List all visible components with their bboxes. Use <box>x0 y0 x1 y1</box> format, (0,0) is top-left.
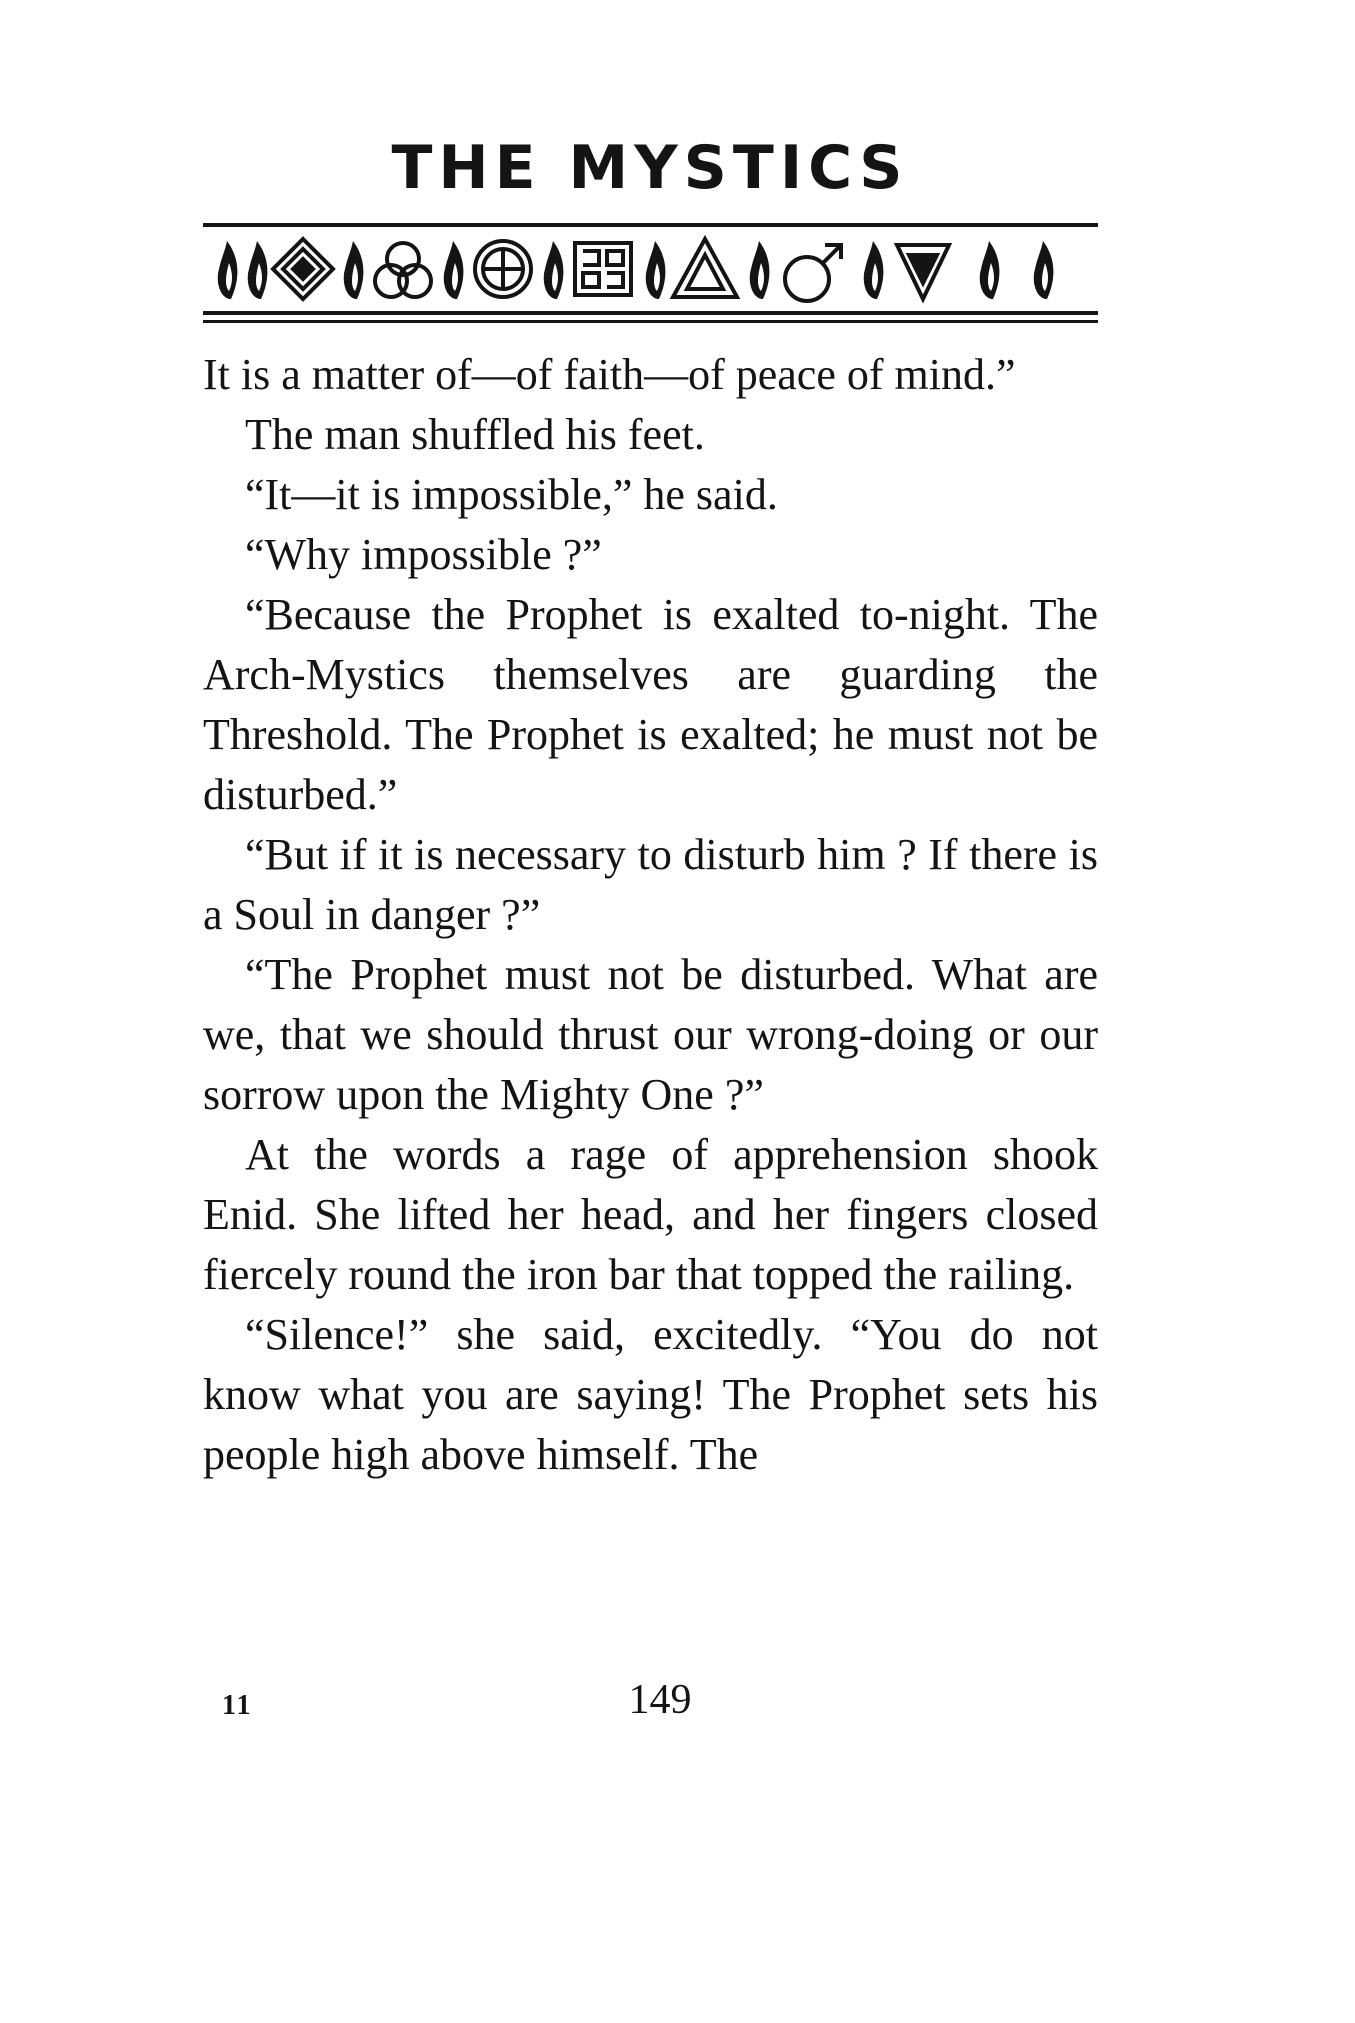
flame-icon <box>646 241 666 299</box>
flame-icon <box>248 241 268 299</box>
paragraph: It is a matter of—of faith—of peace of mind.” <box>203 350 1016 399</box>
flame-icon <box>1034 241 1054 299</box>
paragraph: “But if it is necessary to disturb him ? If there is a Soul in danger ?” <box>203 830 1098 939</box>
signature-mark: 11 <box>222 1690 253 1721</box>
running-head: THE MYSTICS <box>391 133 909 203</box>
fret-icon <box>575 243 631 295</box>
paragraph: “It—it is impossible,” he said. <box>245 470 778 519</box>
paragraph: “The Prophet must not be disturbed. What are we, that we should thrust our wrong-doing or our sorrow upon the Mighty One ?” <box>203 950 1098 1119</box>
paragraph: “Why impossible ?” <box>245 530 602 579</box>
mars-icon <box>785 245 841 301</box>
bottom-rule-thin <box>203 320 1098 323</box>
flame-icon <box>444 241 464 299</box>
paragraph: “Silence!” she said, excitedly. “You do not know what you are saying! The Prophet sets his people high above himself. The <box>203 1310 1098 1479</box>
top-rule <box>203 223 1098 227</box>
paragraph: At the words a rage of apprehension shook Enid. She lifted her head, and her fingers closed fiercely round the iron bar that topped the railing. <box>203 1130 1098 1299</box>
page-number: 149 <box>628 1677 692 1723</box>
ornament-row <box>203 231 1098 309</box>
paragraph: The man shuffled his feet. <box>245 410 705 459</box>
flame-icon <box>864 241 884 299</box>
trefoil-icon <box>375 243 431 297</box>
flame-icon <box>980 241 1000 299</box>
flame-icon <box>344 241 364 299</box>
ornament-band <box>203 223 1098 331</box>
bottom-rule <box>203 311 1098 315</box>
paragraph: “Because the Prophet is exalted to-night. The Arch-Mystics themselves are guarding the Threshold. The Prophet is exalted; he must not be disturbed.” <box>203 590 1098 819</box>
triangle-icon <box>673 239 737 297</box>
diamond-icon <box>273 239 333 299</box>
flame-icon <box>750 241 770 299</box>
flame-icon <box>544 241 564 299</box>
cross-circle-icon <box>475 241 531 297</box>
body-text <box>203 345 1098 1485</box>
flame-icon <box>218 241 238 299</box>
shield-icon <box>897 245 949 299</box>
